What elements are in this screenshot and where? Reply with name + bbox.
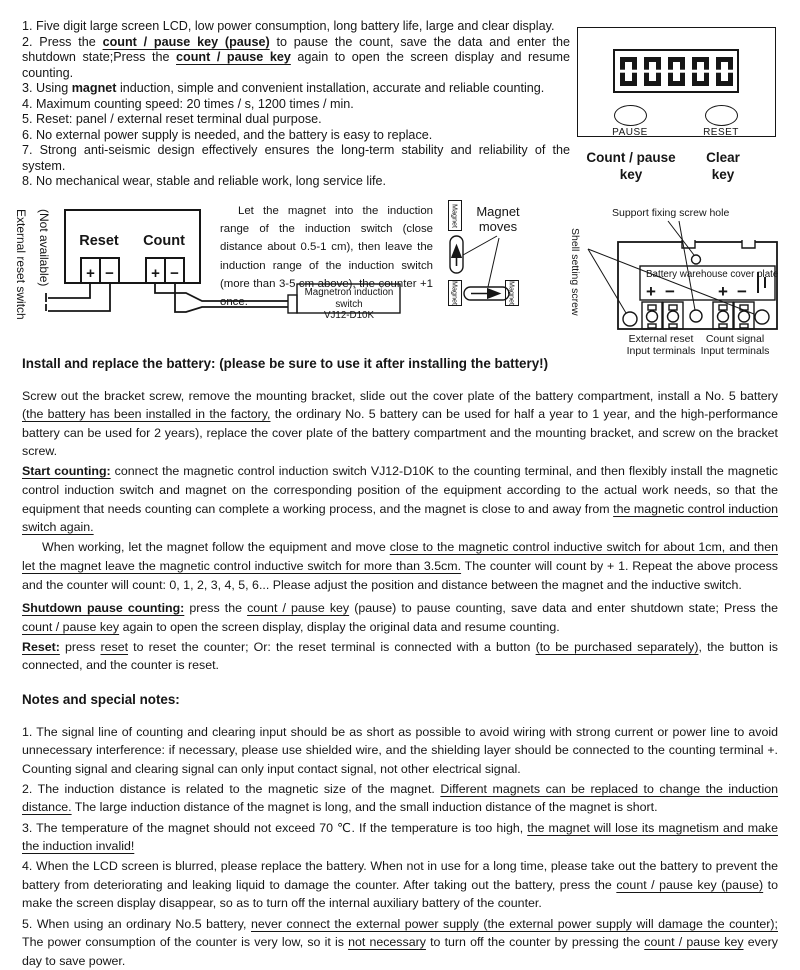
note-item: 3. The temperature of the magnet should not exceed 70 ℃. If the temperature is too high, the magnet will lose its magnetism and make the induction invalid! [22,820,778,854]
lcd-display [613,49,739,93]
magnet-box [505,280,519,306]
caption-line: key [619,166,643,182]
feature-item: 1. Five digit large screen LCD, low power consumption, long battery life, large and clear display. [22,19,555,33]
terminal-sign: + [86,265,95,282]
start-counting-paragraph: Start counting: connect the magnetic control induction switch VJ12-D10K to the counting terminal, and then flexibly install the magnetic control induction switch and magnet on the corresponding position of the equipment according to the actual work needs, so that the equipment that needs counting can complete a working process, and the magnet is close to and away from the magnetic control induction switch again. [22,464,778,535]
shell-setting-screw-label: Shell setting screw [569,228,581,316]
external-reset-switch-label: External reset switch [14,209,28,320]
magnet-moves-label: Magnet moves [476,204,520,234]
magnetron-model-line: VJ12-D10K [323,310,375,321]
terminal-label-line: Count signal [705,333,765,345]
feature-item: 3. Using magnet induction, simple and convenient installation, accurate and reliable counting. [22,81,545,95]
when-working-paragraph: When working, let the magnet follow the equipment and move close to the magnetic control inductive switch for about 1cm, and then let the magnet leave the magnetic control inductive switch for more than 3.5cm. The counter will count by + 1. Repeat the above process and the counter will count: 0, 1, 2, 3, 4, 5, 6... Please adjust the position and distance between the magnet and the inductive switch. [22,540,778,592]
pause-button-drawing [614,105,647,126]
caption-line: key [711,166,735,182]
note-item: 5. When using an ordinary No.5 battery, never connect the external power supply (the external power supply will damage the counter); The power consumption of the counter is very low, so it is not necessary to turn off the counter by pressing the count / pause key every day to save power. [22,916,778,968]
feature-item: 8. No mechanical wear, stable and reliable work, long service life. [22,174,387,188]
terminal-label-line: External reset [628,333,694,345]
reset-paragraph: Reset: press reset to reset the counter; Or: the reset terminal is connected with a button (to be purchased separately), the button is connected, and the counter is reset. [22,639,778,673]
lcd-digit [620,57,637,86]
not-available-label: (Not available) [37,209,51,287]
terminal-sign: + [646,282,656,301]
count-signal-terminals-label [692,333,778,357]
clear-key-caption [690,150,756,183]
terminal-label-line: Input terminals [700,345,770,357]
feature-item: 7. Strong anti-seismic design effectively ensures the long-term stability and reliability of the system. [22,143,570,173]
magnet-label: Magnet [450,203,460,228]
counter-front-panel-diagram [577,27,776,137]
feature-item: 5. Reset: panel / external reset terminal dual purpose. [22,112,322,126]
notes-heading: Notes and special notes: [22,692,180,707]
manual-body [0,355,800,970]
lcd-digit [644,57,661,86]
feature-list [22,19,570,190]
feature-item: 4. Maximum counting speed: 20 times / s, 1200 times / min. [22,96,354,111]
note-item: 1. The signal line of counting and clearing input should be as short as possible to avoid wiring with strong current or power line to avoid unnecessary interference: if necessary, please use shielded wire, and the shielding layer should be connected to the counting terminal +. Counting signal and clearing signal can only input contact signal, not other electrical signal. [22,724,778,776]
battery-cover-plate-label: Battery warehouse cover plate [646,269,779,280]
wiring-diagram-section [0,195,800,357]
terminal-sign: − [105,265,114,282]
count-pause-key-caption [585,150,677,183]
terminal-sign: − [737,282,747,301]
lcd-digit [668,57,685,86]
top-section [0,0,800,195]
shutdown-pause-paragraph: Shutdown pause counting: press the count / pause key (pause) to pause counting, save data and enter shutdown state; Press the count / pause key again to open the screen display, display the original data and resume counting. [22,601,779,634]
induction-range-note: Let the magnet into the induction range of the induction switch (close distance about 0.5-1 cm), then leave the induction range of the induction switch (more than 3-5 cm above), the counter +1 once. [220,205,433,309]
support-fixing-screw-label: Support fixing screw hole [612,207,730,219]
magnet-label: Magnet [507,281,517,305]
terminal-sign: + [718,282,728,301]
reset-button-label: RESET [703,127,739,138]
magnet-box [448,200,462,231]
reset-terminal-label: Reset [79,233,119,249]
pause-button-label: PAUSE [612,127,648,138]
terminal-sign: − [665,282,675,301]
magnetron-name-line: Magnetron induction switch [304,287,394,310]
caption-line: Clear [706,150,740,165]
feature-item: 2. Press the count / pause key (pause) to pause the count, save the data and enter the shutdown state;Press the count / pause key again to open the screen display and resume counting. [22,34,570,80]
terminal-sign: + [151,265,160,282]
terminal-label-line: Input terminals [626,345,696,357]
lcd-digit [716,57,733,86]
feature-item: 6. No external power supply is needed, and the battery is easy to replace. [22,127,433,142]
magnetron-switch-label [299,287,399,322]
caption-line: Count / pause [586,150,676,165]
terminal-sign: − [170,265,179,282]
install-battery-heading: Install and replace the battery: (please be sure to use it after installing the battery!) [22,356,549,371]
count-terminal-label: Count [143,233,185,249]
note-item: 2. The induction distance is related to the magnetic size of the magnet. Different magnets can be replaced to change the induction distance. The large induction distance of the magnet is long, and the small induction distance of the magnet is short. [22,781,779,815]
battery-paragraph: Screw out the bracket screw, remove the mounting bracket, slide out the cover plate of the battery compartment, install a No. 5 battery (the battery has been installed in the factory, the ordinary No. 5 battery can be used for half a year to 1 year, and the high-performance battery can be used for 2 years), replace the cover plate of the battery compartment and the mounting bracket, and screw on the bracket screw. [22,388,778,459]
reset-button-drawing [705,105,738,126]
lcd-digit [692,57,709,86]
magnet-box [448,280,462,306]
magnet-label: Magnet [450,281,460,305]
note-item: 4. When the LCD screen is blurred, please replace the battery. When not in use for a long time, please take out the battery to prevent the battery from deteriorating and leaking liquid to damage the counter. After taking out the battery, press the count / pause key (pause) to make the screen display disappear, so as to turn off the internal auxiliary battery of the counter. [22,859,779,911]
